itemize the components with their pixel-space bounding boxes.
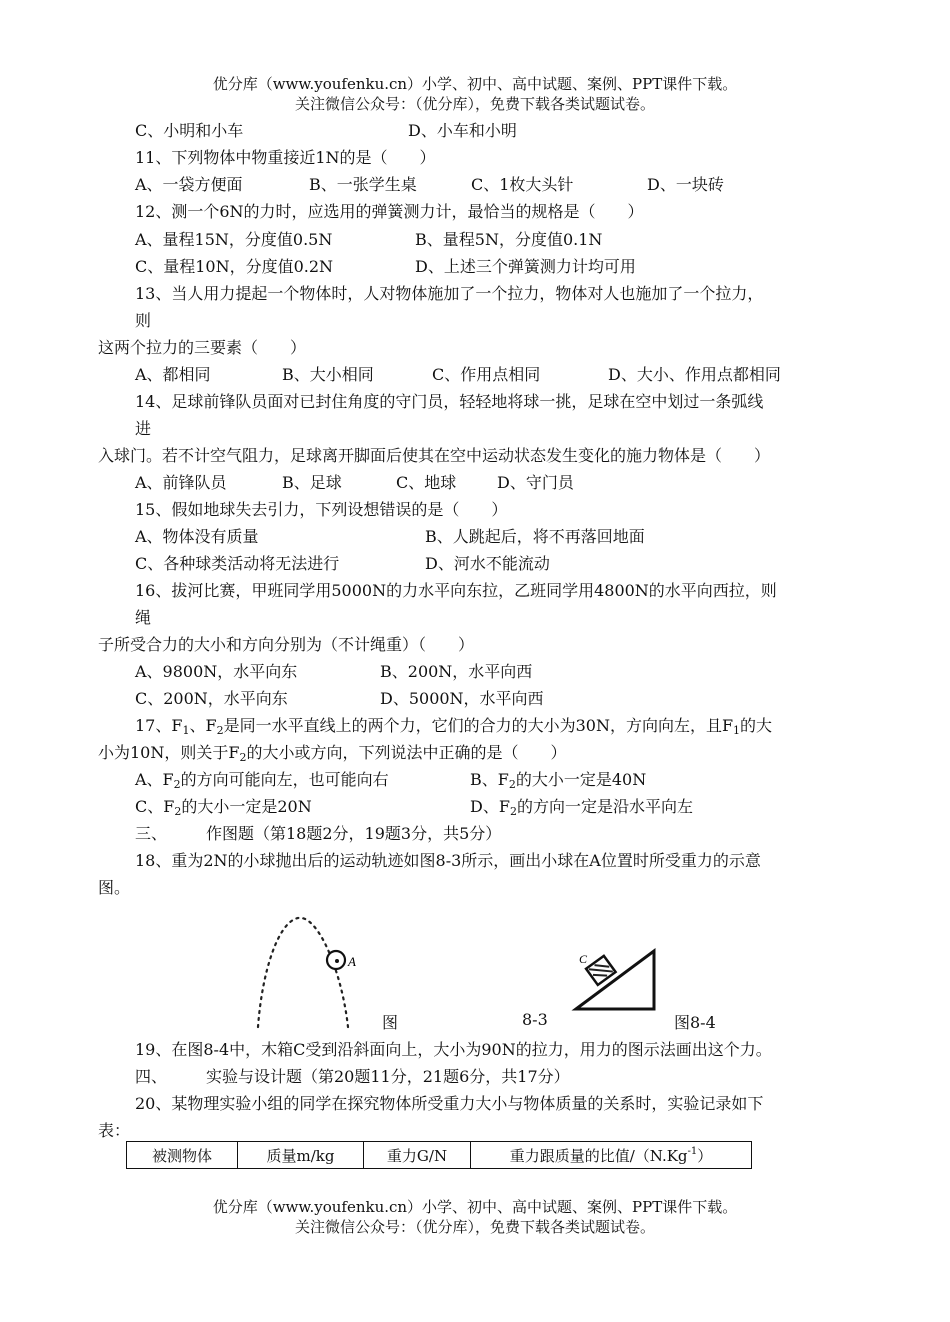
table-header-weight: 重力G/N [364,1142,471,1169]
q13-option-d: D、大小、作用点都相同 [608,365,781,384]
q16-stem-line1: 16、拔河比赛，甲班同学用5000N的力水平向东拉，乙班同学用4800N的水平向西拉，则 [135,581,777,600]
q16-option-d: D、5000N，水平向西 [380,689,544,708]
footer-line-1: 优分库（www.youfenku.cn）小学、初中、高中试题、案例、PPT课件下载。 [212,1198,738,1216]
q12-option-d: D、上述三个弹簧测力计均可用 [415,257,636,276]
table-header-mass: 质量m/kg [238,1142,364,1169]
ball-center-dot [335,959,339,963]
q17-option-a: A、$F_2$的方向可能向左，也可能向右 [135,770,389,791]
q14-option-a: A、前锋队员 [135,473,227,492]
data-table [126,1141,752,1169]
q17-option-d: D、$F_2$的方向一定是沿水平向左 [470,797,693,818]
header-line-1: 优分库（www.youfenku.cn）小学、初中、高中试题、案例、PPT课件下载。 [212,75,738,93]
q15-option-d: D、河水不能流动 [425,554,550,573]
q11-option-b: B、一张学生桌 [309,175,417,194]
figure-caption-8-3: 8-3 [522,1010,548,1029]
q15-option-c: C、各种球类活动将无法进行 [135,554,340,573]
q14-stem-line3: 入球门。若不计空气阻力，足球离开脚面后使其在空中运动状态发生变化的施力物体是（ ） [98,446,771,465]
figure-8-4-incline [568,945,660,1017]
q14-option-d: D、守门员 [497,473,574,492]
q12-stem: 12、测一个6N的力时，应选用的弹簧测力计，最恰当的规格是（ ） [135,202,644,221]
q13-option-a: A、都相同 [135,365,211,384]
q10-option-d: D、小车和小明 [408,121,517,140]
box-label-c: C [579,952,588,966]
q11-option-a: A、一袋方便面 [135,175,243,194]
q15-option-a: A、物体没有质量 [135,527,259,546]
q13-stem-line1: 13、当人用力提起一个物体时，人对物体施加了一个拉力，物体对人也施加了一个拉力， [135,284,764,303]
q13-stem-line2: 则 [135,311,152,330]
q20-stem-line2: 表： [98,1121,131,1140]
q13-stem-line3: 这两个拉力的三要素（ ） [98,338,307,357]
q17-option-b: B、$F_2$的大小一定是40N [470,770,647,791]
header-line-2: 关注微信公众号：（优分库），免费下载各类试题试卷。 [294,95,655,113]
q11-option-c: C、1枚大头针 [471,175,574,194]
table-header-ratio: 重力跟质量的比值$/(N.Kg^{-1})$ [471,1142,752,1169]
table-header-row [127,1142,752,1169]
trajectory-dashed-curve [258,918,348,1027]
q14-option-b: B、足球 [282,473,342,492]
q13-option-b: B、大小相同 [282,365,374,384]
figure-caption-8-4: 图8-4 [674,1013,716,1032]
q17-stem-line2: 小为10N，则关于$F_2$的大小或方向，下列说法中正确的是（ ） [98,743,567,764]
q15-stem: 15、假如地球失去引力，下列设想错误的是（ ） [135,500,508,519]
q12-option-b: B、量程5N，分度值0.1N [415,230,603,249]
q16-stem-line2: 绳 [135,608,152,627]
q16-option-b: B、200N，水平向西 [380,662,533,681]
q18-stem-line1: 18、重为2N的小球抛出后的运动轨迹如图8-3所示，画出小球在A位置时所受重力的示意 [135,851,761,870]
q19-stem: 19、在图8-4中，木箱C受到沿斜面向上，大小为90N的拉力，用力的图示法画出这个力。 [135,1040,772,1059]
q17-stem-line1: 17、$F_1$、$F_2$是同一水平直线上的两个力，它们的合力的大小为30N，方向向左，且$F_1$的大 [135,716,773,737]
q14-option-c: C、地球 [396,473,457,492]
q12-option-a: A、量程15N，分度值0.5N [135,230,333,249]
footer-line-2: 关注微信公众号：（优分库），免费下载各类试题试卷。 [294,1218,655,1236]
q16-stem-line3: 子所受合力的大小和方向分别为（不计绳重）（ ） [98,635,475,654]
q16-option-c: C、200N，水平向东 [135,689,288,708]
q12-option-c: C、量程10N，分度值0.2N [135,257,334,276]
q10-option-c: C、小明和小车 [135,121,244,140]
figure-caption-prefix: 图 [382,1013,399,1032]
q11-stem: 11、下列物体中物重接近1N的是（ ） [135,148,436,167]
section-4-title: 实验与设计题（第20题11分，21题6分，共17分） [206,1067,570,1086]
q14-stem-line1: 14、足球前锋队员面对已封住角度的守门员，轻轻地将球一挑，足球在空中划过一条弧线 [135,392,764,411]
q18-stem-line2: 图。 [98,878,131,897]
q15-option-b: B、人跳起后，将不再落回地面 [425,527,645,546]
q13-option-c: C、作用点相同 [432,365,541,384]
section-3-title: 作图题（第18题2分，19题3分，共5分） [206,824,502,843]
figure-8-3-trajectory [250,912,365,1030]
incline-triangle [576,951,654,1009]
q14-stem-line2: 进 [135,419,152,438]
table-header-object: 被测物体 [127,1142,238,1169]
q20-stem-line1: 20、某物理实验小组的同学在探究物体所受重力大小与物体质量的关系时，实验记录如下 [135,1094,764,1113]
section-4-number: 四、 [135,1067,168,1086]
q17-option-c: C、$F_2$的大小一定是20N [135,797,312,818]
ball-label-a: A [348,954,356,969]
q16-option-a: A、9800N，水平向东 [135,662,298,681]
section-3-number: 三、 [135,824,168,843]
q11-option-d: D、一块砖 [647,175,724,194]
